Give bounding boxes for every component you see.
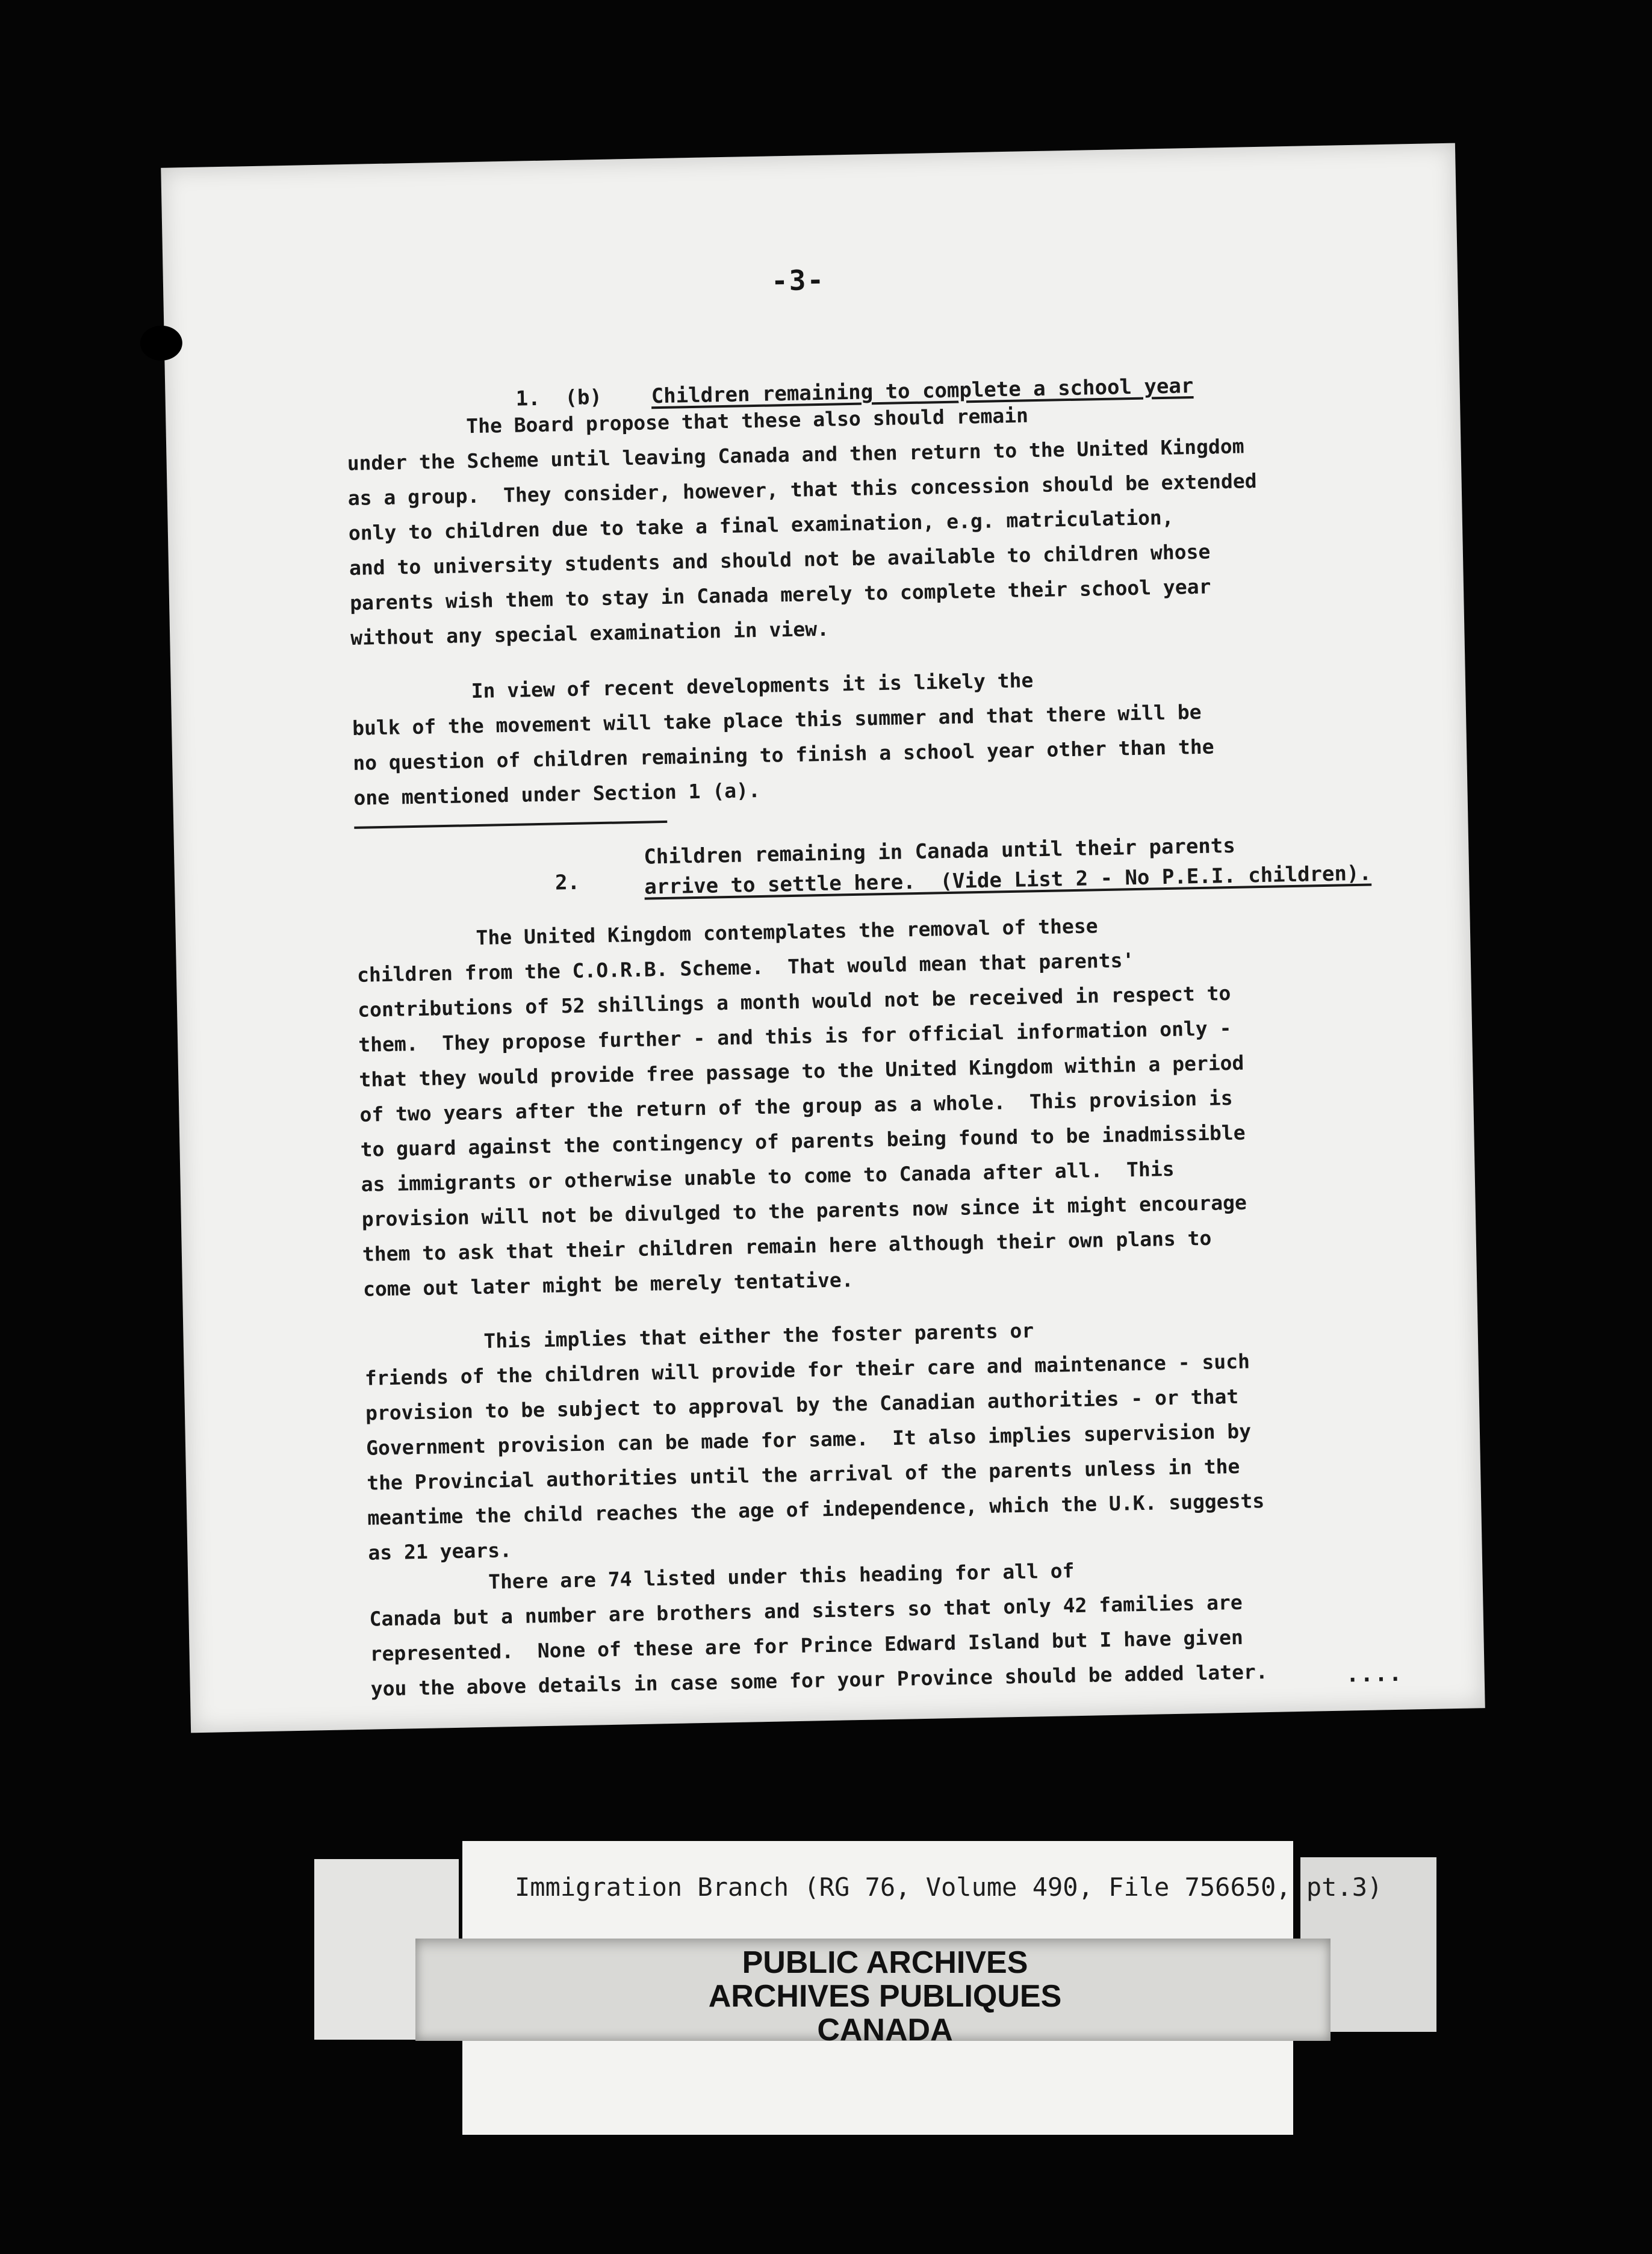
section-2-heading-line-2: arrive to settle here. (Vide List 2 - No P.E.I. children). <box>644 861 1372 899</box>
section-1b-number: 1. (b) <box>515 385 603 411</box>
stamp-line-2: ARCHIVES PUBLIQUES <box>708 1979 1062 2014</box>
archive-reference: Immigration Branch (RG 76, Volume 490, File 756650, pt.3) <box>515 1872 1383 1902</box>
archive-stamp <box>674 1946 1096 2047</box>
section-2-heading <box>505 846 580 920</box>
section-2-number: 2. <box>554 870 580 895</box>
section-1b-paragraph-1: The Board propose that these also should remain under the Scheme until leaving Canada and then return to the United Kingdom as a group. They consider, however, that this concession should be extended only to children due to take a final examination, e.g. matriculation, and to university students and should not be available to children whose parents wish them to stay in Canada merely to complete their school year without any special examination in view. <box>346 403 1257 650</box>
typed-underline-mark <box>354 821 667 829</box>
section-2-heading-line-1: Children remaining in Canada until their parents <box>643 833 1236 869</box>
section-1b-paragraph-2: In view of recent developments it is likely the bulk of the movement will take place this summer and that there will be no question of children remaining to finish a school year other than the one mentioned under Section 1 (a). <box>351 668 1214 810</box>
continuation-marker: .... <box>1346 1661 1403 1687</box>
stamp-line-1: PUBLIC ARCHIVES <box>742 1945 1028 1980</box>
document-page <box>161 143 1485 1733</box>
section-1b-title: Children remaining to complete a school year <box>651 374 1194 409</box>
page-number: -3- <box>771 263 825 297</box>
section-2-paragraph-3: There are 74 listed under this heading for all of Canada but a number are brothers and sisters so that only 42 families are represented. None of these are for Prince Edward Island but I have given you the above details in case some for your Province should be added later. <box>368 1559 1268 1701</box>
section-2-paragraph-1: The United Kingdom contemplates the removal of these children from the C.O.R.B. Scheme. That would mean that parents' contributions of 52 shillings a month would not be received in respect to them. They propose further - and this is for official information only - that they would provide free passage to the United Kingdom within a period of two years after the return of the group as a whole. This provision is to guard against the contingency of parents being found to be inadmissible as immigrants or otherwise unable to come to Canada after all. This provision will not be divulged to the parents now since it might encourage them to ask that their children remain here although their own plans to come out later might be merely tentative. <box>356 914 1247 1301</box>
hole-punch-mark <box>140 325 182 361</box>
stamp-line-3: CANADA <box>817 2013 953 2048</box>
section-2-paragraph-2: This implies that either the foster parents or friends of the children will provide for their care and maintenance - such provision to be subject to approval by the Canadian authorities - or that Government provision can be made for same. It also implies supervision by the Provincial authorities until the arrival of the parents unless in the meantime the child reaches the age of independence, which the U.K. suggests as 21 years. <box>364 1318 1265 1565</box>
